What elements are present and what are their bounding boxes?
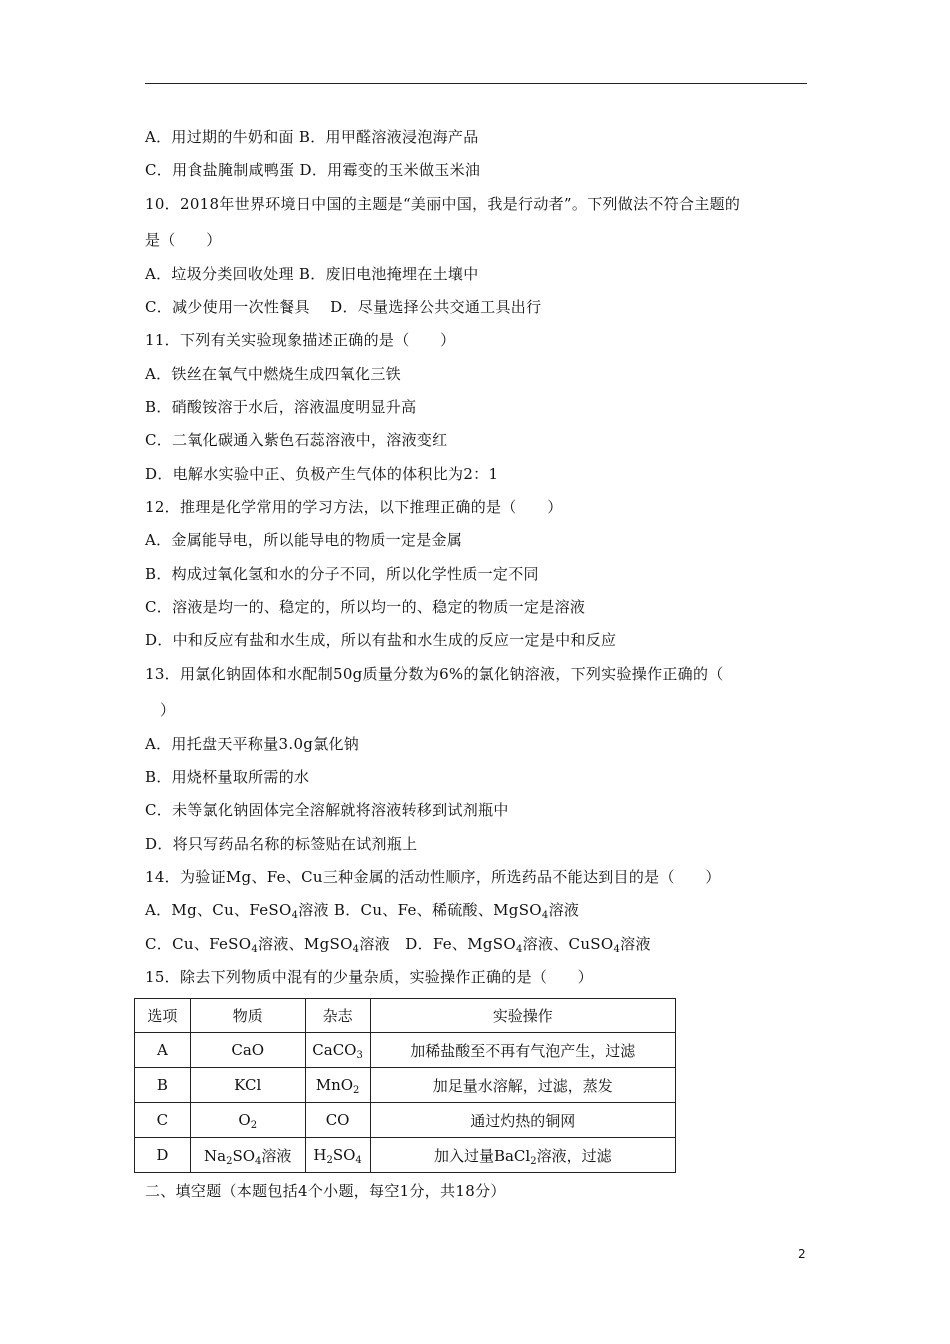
cell-operation: 加足量水溶解，过滤，蒸发 — [370, 1068, 675, 1103]
q9-options-cd: C．用食盐腌制咸鸭蛋 D．用霉变的玉米做玉米油 — [145, 161, 481, 179]
q11-option-b: B．硝酸铵溶于水后，溶液温度明显升高 — [145, 398, 417, 416]
header-substance: 物质 — [190, 999, 305, 1033]
q11-option-c: C．二氧化碳通入紫色石蕊溶液中，溶液变红 — [145, 431, 448, 449]
q13-option-a: A．用托盘天平称量3.0g氯化钠 — [145, 735, 360, 753]
cell-impurity: CaCO$_3$ — [305, 1033, 370, 1068]
header-impurity: 杂志 — [305, 999, 370, 1033]
q12-option-a: A．金属能导电，所以能导电的物质一定是金属 — [145, 531, 463, 549]
cell-operation: 加入过量BaCl$_2$溶液，过滤 — [370, 1138, 675, 1173]
cell-substance: $Na_2SO_4$溶液 — [190, 1138, 305, 1173]
table-row — [135, 1068, 676, 1103]
q12-option-b: B．构成过氧化氢和水的分子不同，所以化学性质一定不同 — [145, 565, 539, 583]
q15-stem: 15．除去下列物质中混有的少量杂质，实验操作正确的是（ ） — [145, 968, 594, 986]
q10-stem: 10．2018年世界环境日中国的主题是“美丽中国，我是行动者”。下列做法不符合主题的 — [145, 195, 741, 213]
cell-impurity: MnO$_2$ — [305, 1068, 370, 1103]
q14-options-ab: A．Mg、Cu、FeSO$_4$溶液 B．Cu、Fe、稀硫酸、MgSO$_4$溶液 — [145, 901, 580, 921]
q10-options-cd: C．减少使用一次性餐具 D．尽量选择公共交通工具出行 — [145, 298, 542, 316]
q13-option-c: C．未等氯化钠固体完全溶解就将溶液转移到试剂瓶中 — [145, 801, 509, 819]
header-rule — [145, 83, 807, 84]
cell-substance: $O_2$ — [190, 1103, 305, 1138]
cell-substance: CaO — [190, 1033, 305, 1068]
table-row — [135, 1138, 676, 1173]
q13-option-d: D．将只写药品名称的标签贴在试剂瓶上 — [145, 835, 418, 853]
cell-operation: 加稀盐酸至不再有气泡产生，过滤 — [370, 1033, 675, 1068]
cell-option: A — [135, 1033, 191, 1068]
q11-option-a: A．铁丝在氧气中燃烧生成四氧化三铁 — [145, 365, 401, 383]
cell-option: C — [135, 1103, 191, 1138]
cell-option: B — [135, 1068, 191, 1103]
q12-stem: 12．推理是化学常用的学习方法，以下推理正确的是（ ） — [145, 498, 563, 516]
q13-option-b: B．用烧杯量取所需的水 — [145, 768, 310, 786]
section-heading: 二、填空题（本题包括4个小题，每空1分，共18分） — [145, 1182, 506, 1200]
q14-stem: 14．为验证Mg、Fe、Cu三种金属的活动性顺序，所选药品不能达到目的是（ ） — [145, 868, 721, 886]
header-option: 选项 — [135, 999, 191, 1033]
cell-impurity: CO — [305, 1103, 370, 1138]
cell-option: D — [135, 1138, 191, 1173]
table-header-row — [135, 999, 676, 1033]
cell-impurity: $H_2SO_4$ — [305, 1138, 370, 1173]
q11-stem: 11．下列有关实验现象描述正确的是（ ） — [145, 331, 456, 349]
cell-operation: 通过灼热的铜网 — [370, 1103, 675, 1138]
table-row — [135, 1033, 676, 1068]
q10-options-ab: A．垃圾分类回收处理 B．废旧电池掩埋在土壤中 — [145, 265, 479, 283]
q9-options-ab: A．用过期的牛奶和面 B．用甲醛溶液浸泡海产品 — [145, 128, 479, 146]
q13-stem: 13．用氯化钠固体和水配制50g质量分数为6%的氯化钠溶液，下列实验操作正确的（ — [145, 665, 724, 683]
cell-substance: KCl — [190, 1068, 305, 1103]
header-operation: 实验操作 — [370, 999, 675, 1033]
q14-options-cd: C．Cu、FeSO$_4$溶液、MgSO$_4$溶液 D．Fe、MgSO$_4$溶液、CuSO$_4$溶液 — [145, 935, 651, 955]
table-row — [135, 1103, 676, 1138]
q15-table — [134, 998, 676, 1173]
q10-stem-cont: 是（ ） — [145, 231, 222, 249]
q11-option-d: D．电解水实验中正、负极产生气体的体积比为2：1 — [145, 465, 499, 483]
q13-stem-cont: ） — [160, 701, 176, 719]
q12-option-c: C．溶液是均一的、稳定的，所以均一的、稳定的物质一定是溶液 — [145, 598, 586, 616]
page-number: 2 — [798, 1247, 806, 1261]
q12-option-d: D．中和反应有盐和水生成，所以有盐和水生成的反应一定是中和反应 — [145, 631, 617, 649]
